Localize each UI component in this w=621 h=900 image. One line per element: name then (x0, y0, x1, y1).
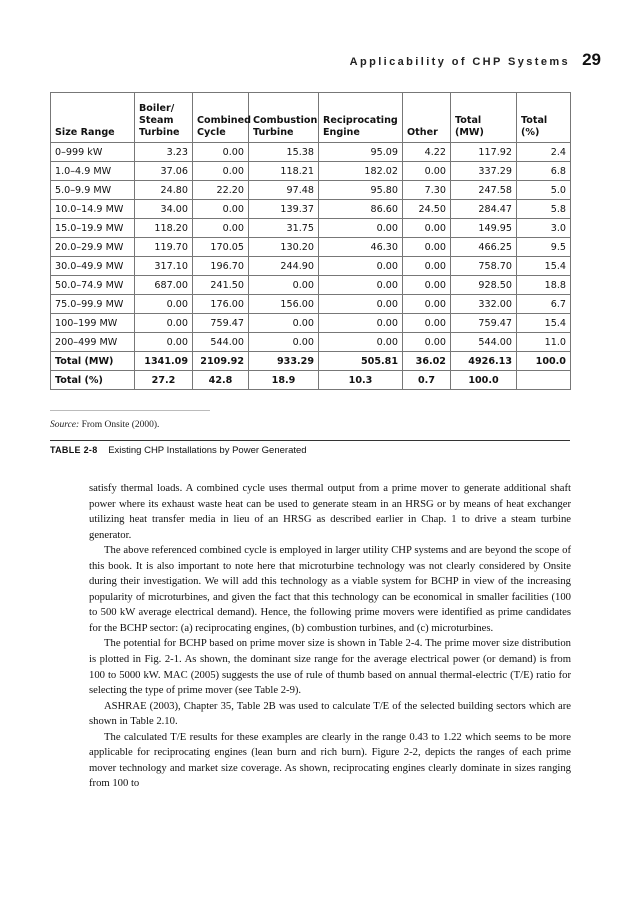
table-cell: 759.47 (193, 314, 249, 333)
table-cell: 11.0 (517, 333, 571, 352)
table-cell: 34.00 (135, 200, 193, 219)
table-cell: 544.00 (193, 333, 249, 352)
table-cell: 117.92 (451, 143, 517, 162)
table-cell: 0.00 (403, 219, 451, 238)
table-cell: 0.00 (249, 314, 319, 333)
table-cell: 95.80 (319, 181, 403, 200)
table-cell: 0.00 (403, 333, 451, 352)
table-cell: 37.06 (135, 162, 193, 181)
paragraph: The calculated T/E results for these examples are clearly in the range 0.43 to 1.22 which seems to be more applicable for reciprocating engines (lean burn and rich burn). Figure 2-2, depicts the ranges of each prime mover technology and market size coverage. As shown, reciprocating engines clearly dominate in sizes ranging from 100 to (89, 731, 571, 790)
table-cell: 118.20 (135, 219, 193, 238)
table-cell: 149.95 (451, 219, 517, 238)
column-header-line: Size Range (55, 127, 115, 138)
table-cell: 337.29 (451, 162, 517, 181)
table-cell: 24.50 (403, 200, 451, 219)
table-cell: 97.48 (249, 181, 319, 200)
column-header-line: Combined (197, 115, 251, 126)
table-cell: 505.81 (319, 352, 403, 371)
table-cell: 100.0 (517, 352, 571, 371)
table-header-row (51, 93, 571, 143)
table-cell: 284.47 (451, 200, 517, 219)
table-cell: 2109.92 (193, 352, 249, 371)
table-cell: 42.8 (193, 371, 249, 390)
table-cell: 4.22 (403, 143, 451, 162)
row-label-cell: 20.0–29.9 MW (51, 238, 135, 257)
table-cell: 0.00 (193, 219, 249, 238)
column-header (517, 93, 571, 143)
table-source (50, 420, 159, 430)
table-cell: 3.0 (517, 219, 571, 238)
column-header (249, 93, 319, 143)
table-cell: 119.70 (135, 238, 193, 257)
table-cell: 0.00 (403, 238, 451, 257)
table-cell: 156.00 (249, 295, 319, 314)
table-cell: 22.20 (193, 181, 249, 200)
table-cell: 86.60 (319, 200, 403, 219)
table-cell: 1341.09 (135, 352, 193, 371)
column-header-line: Cycle (197, 127, 226, 138)
table-cell: 0.00 (193, 200, 249, 219)
source-divider (50, 410, 210, 411)
table-cell: 933.29 (249, 352, 319, 371)
table-cell: 15.38 (249, 143, 319, 162)
table-cell: 100.0 (451, 371, 517, 390)
table-cell: 0.00 (403, 162, 451, 181)
table-cell: 687.00 (135, 276, 193, 295)
table-cell: 139.37 (249, 200, 319, 219)
table-row (51, 219, 571, 238)
table-cell: 0.00 (135, 314, 193, 333)
table-cell: 244.90 (249, 257, 319, 276)
table-row (51, 295, 571, 314)
paragraph: The potential for BCHP based on prime mover size is shown in Table 2-4. The prime mover size distribution is plotted in Fig. 2-1. As shown, the dominant size range for the average electrical power (or demand) is from 100 to 5000 kW. MAC (2005) suggests the use of rule of thumb based on annual thermal-electric (T/E) ratio for selecting the type of prime mover (see Table 2-9). (89, 638, 571, 697)
table-cell: 0.00 (319, 314, 403, 333)
column-header-line: Steam (139, 115, 174, 126)
row-label-cell: 200–499 MW (51, 333, 135, 352)
table-cell: 24.80 (135, 181, 193, 200)
paragraph: The above referenced combined cycle is employed in larger utility CHP systems and are beyond the scope of this book. It is also important to note here that microturbine technology was not clearly considered by Onsite during their investigation. We will add this technology as a viable system for BCHP in view of the increasing popularity of microturbines, and given the fact that this technology can be economical in smaller facilities (100 to 500 kW average electrical demand). Hence, the following prime movers were identified as prime candidates for the BCHP sector: (a) reciprocating engines, (b) combustion turbines, and (c) microturbines. (89, 545, 571, 634)
caption-label: TABLE 2-8 (50, 445, 98, 455)
column-header-line: Turbine (253, 127, 294, 138)
table-row (51, 257, 571, 276)
table-row (51, 333, 571, 352)
table-row (51, 181, 571, 200)
table-cell: 196.70 (193, 257, 249, 276)
table-cell: 0.00 (135, 295, 193, 314)
column-header-line: Other (407, 127, 438, 138)
column-header-line: Engine (323, 127, 360, 138)
table-cell: 247.58 (451, 181, 517, 200)
table-cell: 759.47 (451, 314, 517, 333)
table-cell: 18.8 (517, 276, 571, 295)
table-cell: 0.00 (319, 333, 403, 352)
table-row (51, 276, 571, 295)
table-cell: 0.00 (319, 276, 403, 295)
table-cell: 31.75 (249, 219, 319, 238)
table-cell: 332.00 (451, 295, 517, 314)
table-cell: 241.50 (193, 276, 249, 295)
table-cell: 6.8 (517, 162, 571, 181)
table-cell: 0.00 (403, 295, 451, 314)
table-row (51, 200, 571, 219)
table-cell: 176.00 (193, 295, 249, 314)
table-cell: 95.09 (319, 143, 403, 162)
table-row (51, 143, 571, 162)
column-header (51, 93, 135, 143)
table-cell: 10.3 (319, 371, 403, 390)
row-label-cell: 100–199 MW (51, 314, 135, 333)
body-text (89, 481, 571, 792)
row-label-cell: Total (%) (51, 371, 135, 390)
table-body (51, 143, 571, 390)
table-cell: 4926.13 (451, 352, 517, 371)
column-header-line: Total (%) (521, 115, 548, 138)
table-cell: 182.02 (319, 162, 403, 181)
row-label-cell: 15.0–19.9 MW (51, 219, 135, 238)
table-cell: 0.00 (403, 257, 451, 276)
paragraph: ASHRAE (2003), Chapter 35, Table 2B was used to calculate T/E of the selected building sectors which are shown in Table 2.10. (89, 700, 571, 728)
table-cell: 7.30 (403, 181, 451, 200)
table-cell: 130.20 (249, 238, 319, 257)
table-cell: 6.7 (517, 295, 571, 314)
chp-installations-table (50, 92, 571, 390)
table-cell: 46.30 (319, 238, 403, 257)
column-header (135, 93, 193, 143)
table-cell: 118.21 (249, 162, 319, 181)
table-cell: 15.4 (517, 314, 571, 333)
table-cell: 317.10 (135, 257, 193, 276)
table-cell: 5.8 (517, 200, 571, 219)
page-number: 29 (582, 50, 601, 69)
column-header-line: Combustion (253, 115, 318, 126)
table-cell: 0.00 (193, 162, 249, 181)
row-label-cell: 50.0–74.9 MW (51, 276, 135, 295)
paragraph: satisfy thermal loads. A combined cycle uses thermal output from a prime mover to generate additional shaft power where its exhaust waste heat can be used to generate steam in an HRSG or by means of heat exchanger utilizing heat transfer media in lieu of an HRSG as described earlier in Chap. 1 to drive a steam turbine generator. (89, 483, 571, 541)
column-header (451, 93, 517, 143)
table-cell: 0.00 (193, 143, 249, 162)
table-cell: 15.4 (517, 257, 571, 276)
row-label-cell: 1.0–4.9 MW (51, 162, 135, 181)
table-cell: 544.00 (451, 333, 517, 352)
table-caption (50, 445, 307, 456)
total-pct-row (51, 371, 571, 390)
running-head (350, 50, 601, 70)
table-cell: 928.50 (451, 276, 517, 295)
table-cell: 170.05 (193, 238, 249, 257)
table-row (51, 314, 571, 333)
table-cell: 36.02 (403, 352, 451, 371)
source-text: From Onsite (2000). (81, 420, 160, 430)
table-cell: 18.9 (249, 371, 319, 390)
caption-divider (50, 440, 570, 441)
row-label-cell: 75.0–99.9 MW (51, 295, 135, 314)
running-head-title: Applicability of CHP Systems (349, 56, 571, 68)
row-label-cell: Total (MW) (51, 352, 135, 371)
table-cell: 0.00 (319, 295, 403, 314)
table-cell: 758.70 (451, 257, 517, 276)
column-header-line: Reciprocating (323, 115, 398, 126)
caption-text: Existing CHP Installations by Power Generated (108, 445, 307, 456)
source-label: Source: (50, 420, 80, 430)
table-cell (517, 371, 571, 390)
table-cell: 0.00 (403, 276, 451, 295)
column-header-line: Total (MW) (455, 115, 484, 138)
table-cell: 0.00 (319, 219, 403, 238)
row-label-cell: 10.0–14.9 MW (51, 200, 135, 219)
column-header-line: Boiler/ (139, 103, 175, 114)
table-cell: 0.00 (249, 333, 319, 352)
table-cell: 0.00 (319, 257, 403, 276)
table-cell: 2.4 (517, 143, 571, 162)
column-header (319, 93, 403, 143)
column-header (403, 93, 451, 143)
row-label-cell: 0–999 kW (51, 143, 135, 162)
column-header (193, 93, 249, 143)
table-cell: 0.00 (135, 333, 193, 352)
row-label-cell: 5.0–9.9 MW (51, 181, 135, 200)
table-cell: 466.25 (451, 238, 517, 257)
table-cell: 0.7 (403, 371, 451, 390)
table-cell: 9.5 (517, 238, 571, 257)
table-row (51, 162, 571, 181)
total-mw-row (51, 352, 571, 371)
table-cell: 0.00 (403, 314, 451, 333)
table-row (51, 238, 571, 257)
row-label-cell: 30.0–49.9 MW (51, 257, 135, 276)
table-cell: 0.00 (249, 276, 319, 295)
table-cell: 27.2 (135, 371, 193, 390)
table-cell: 3.23 (135, 143, 193, 162)
column-header-line: Turbine (139, 127, 180, 138)
table-cell: 5.0 (517, 181, 571, 200)
